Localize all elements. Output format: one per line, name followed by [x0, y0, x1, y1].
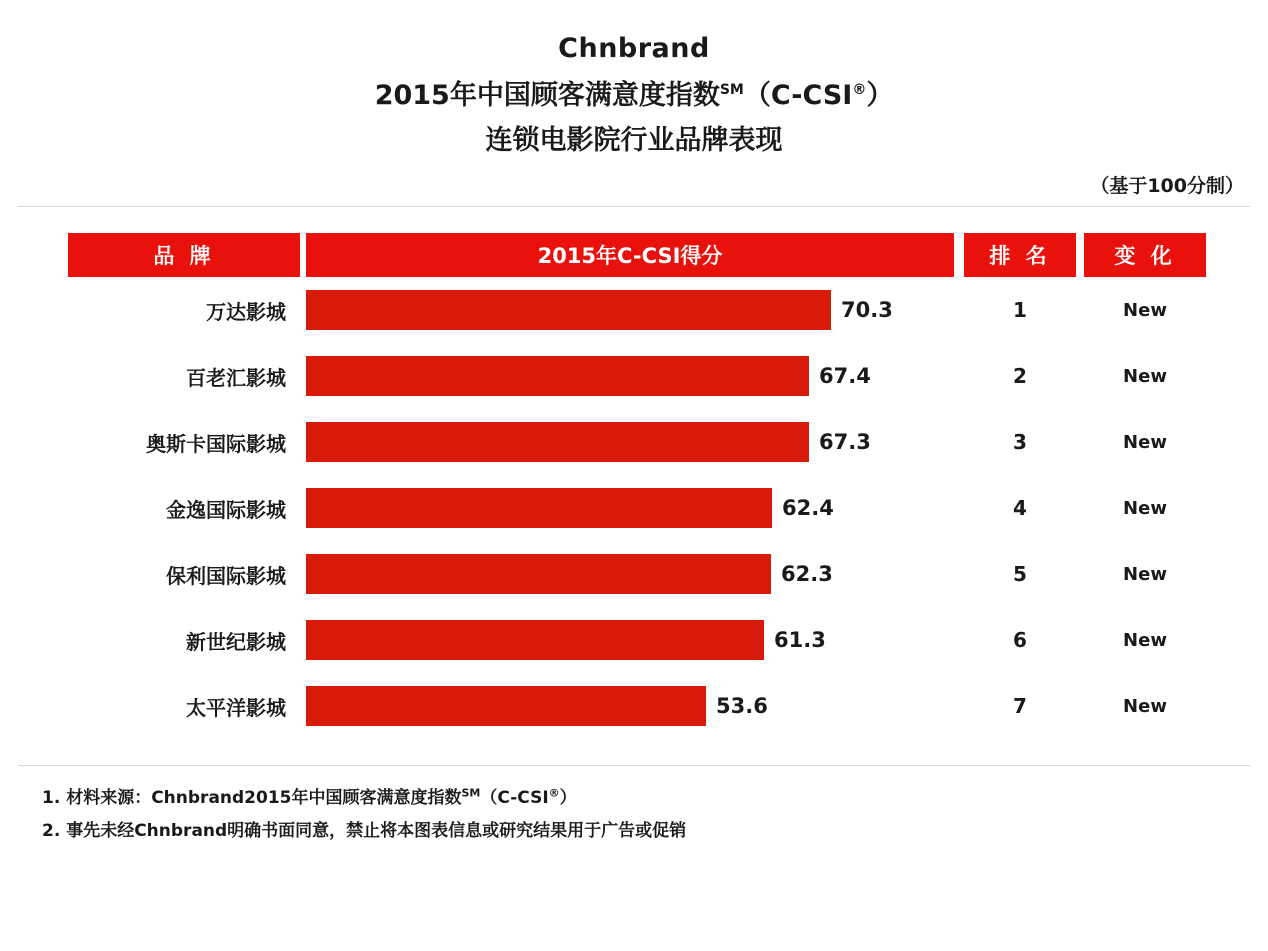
footer-sm-mark: SM [461, 786, 481, 800]
table-header-row [68, 233, 1206, 277]
bar-cell [306, 541, 954, 607]
score-value: 67.4 [819, 364, 871, 389]
score-value: 61.3 [774, 628, 826, 653]
table-row [68, 541, 1206, 607]
column-header-change: 变 化 [1084, 233, 1206, 277]
table-row [68, 475, 1206, 541]
change-value: New [1123, 365, 1167, 387]
brand-label: 百老汇影城 [186, 365, 286, 390]
score-value: 67.3 [819, 430, 871, 455]
score-bar [306, 620, 764, 660]
chart-title-post: ） [866, 79, 894, 111]
score-value: 62.4 [782, 496, 834, 521]
brand-label: 太平洋影城 [186, 695, 286, 720]
chart-title [0, 80, 1268, 112]
rank-value: 1 [1013, 298, 1027, 323]
bar-cell [306, 475, 954, 541]
bar-cell [306, 409, 954, 475]
bar-cell [306, 343, 954, 409]
table-row [68, 673, 1206, 739]
bar-cell [306, 673, 954, 739]
rank-value: 6 [1013, 628, 1027, 653]
column-header-score: 2015年C-CSI得分 [306, 233, 954, 277]
rank-value: 4 [1013, 496, 1027, 521]
column-header-brand: 品 牌 [68, 233, 300, 277]
change-value: New [1123, 497, 1167, 519]
table-row [68, 607, 1206, 673]
brand-label: 金逸国际影城 [166, 497, 286, 522]
bar-cell [306, 277, 954, 343]
bar-cell [306, 607, 954, 673]
brand-label: 万达影城 [206, 299, 286, 324]
change-value: New [1123, 563, 1167, 585]
table-row [68, 409, 1206, 475]
table-row [68, 343, 1206, 409]
footer-note-source [42, 782, 1268, 814]
rank-value: 3 [1013, 430, 1027, 455]
score-bar [306, 422, 809, 462]
rank-value: 2 [1013, 364, 1027, 389]
score-bar [306, 356, 809, 396]
score-bar [306, 488, 772, 528]
score-value: 70.3 [841, 298, 893, 323]
footer-note-usage: 2. 事先未经Chnbrand明确书面同意，禁止将本图表信息或研究结果用于广告或促销 [42, 820, 687, 841]
score-bar [306, 290, 831, 330]
change-value: New [1123, 695, 1167, 717]
scale-note: （基于100分制） [1090, 175, 1244, 198]
header-divider [18, 206, 1250, 207]
score-value: 53.6 [716, 694, 768, 719]
chart-title-pre: 2015年中国顾客满意度指数 [374, 79, 720, 111]
brand-performance-table [0, 233, 1268, 739]
chart-title-reg-mark: ® [852, 81, 867, 98]
brand-label: 新世纪影城 [186, 629, 286, 654]
change-value: New [1123, 431, 1167, 453]
table-body [68, 277, 1206, 739]
chart-title-sm-mark: SM [719, 81, 744, 98]
change-value: New [1123, 299, 1167, 321]
brand-label: 奥斯卡国际影城 [146, 431, 286, 456]
rank-value: 7 [1013, 694, 1027, 719]
score-bar [306, 686, 706, 726]
header [0, 0, 1268, 157]
change-value: New [1123, 629, 1167, 651]
chart-subtitle: 连锁电影院行业品牌表现 [485, 125, 783, 157]
brand-name: Chnbrand [558, 33, 710, 64]
table-row [68, 277, 1206, 343]
brand-label: 保利国际影城 [166, 563, 286, 588]
rank-value: 5 [1013, 562, 1027, 587]
footer-note-source-mid: （C-CSI [480, 788, 549, 809]
footer-notes [0, 766, 1268, 847]
footer-reg-mark: ® [548, 786, 560, 800]
footer-note-source-post: ） [559, 788, 577, 809]
column-header-rank: 排 名 [964, 233, 1076, 277]
chart-title-mid: （C-CSI [743, 79, 853, 111]
footer-note-source-pre: 1. 材料来源：Chnbrand2015年中国顾客满意度指数 [42, 788, 462, 809]
score-bar [306, 554, 771, 594]
score-value: 62.3 [781, 562, 833, 587]
